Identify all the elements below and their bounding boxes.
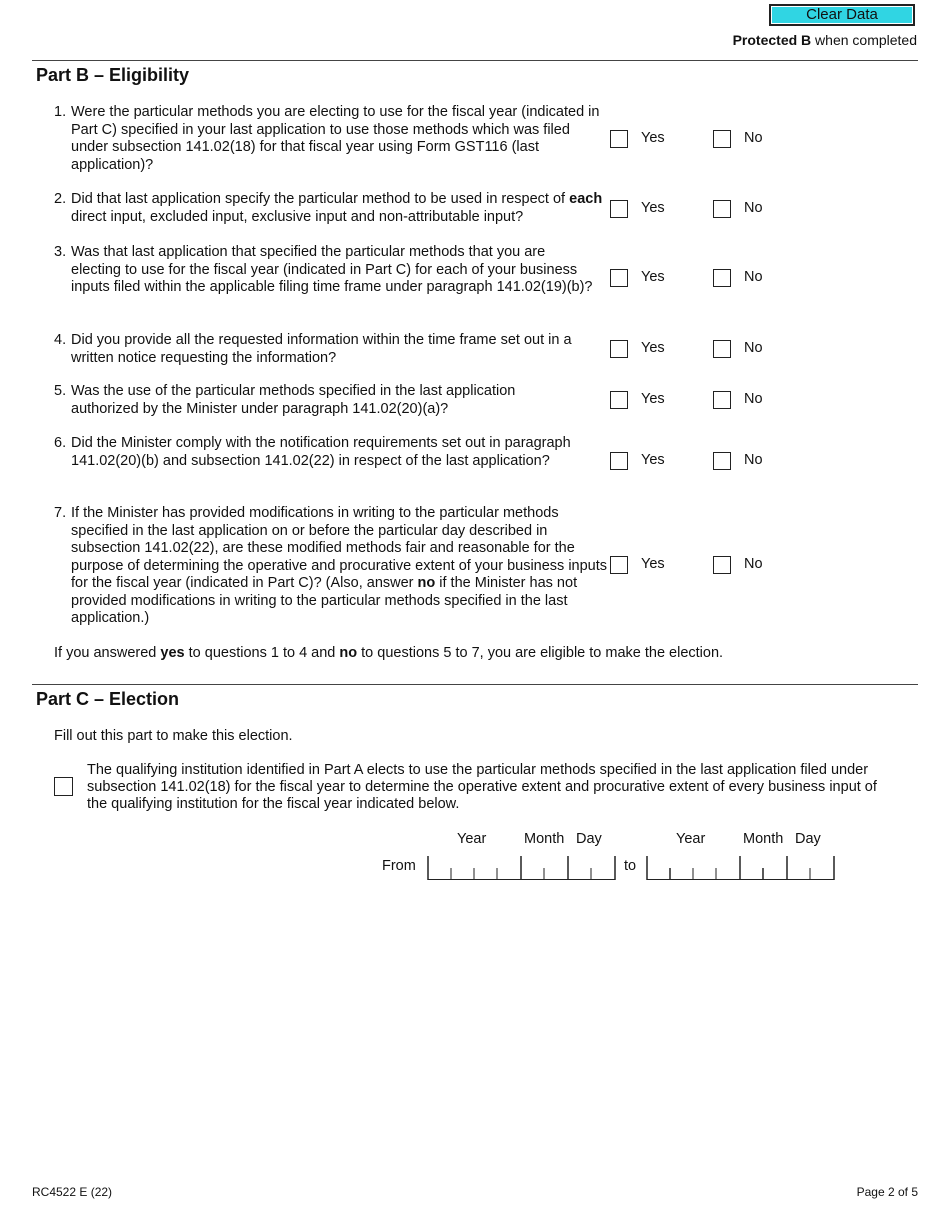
question-4	[54, 332, 614, 367]
q2-no-checkbox[interactable]	[713, 200, 731, 218]
to-day-label: Day	[795, 831, 821, 847]
question-text: Did you provide all the requested information within the time frame set out in a written notice requesting the information?	[71, 332, 572, 366]
clear-data-button[interactable]: Clear Data	[769, 4, 915, 26]
question-text: Were the particular methods you are electing to use for the fiscal year (indicated in Part C) specified in your last application to use those methods which was filed under subsection 141.02(18) for that fiscal year using Form GST116 (last application)?	[71, 104, 600, 173]
q1-no-checkbox[interactable]	[713, 130, 731, 148]
q2-yes-label: Yes	[641, 200, 665, 216]
q3-no-checkbox[interactable]	[713, 269, 731, 287]
question-text	[71, 505, 610, 628]
part-b-title: Part B – Eligibility	[36, 65, 190, 85]
question-text: Did the Minister comply with the notification requirements set out in paragraph 141.02(20)(b) and subsection 141.02(22) in respect of the last application?	[71, 435, 571, 469]
summary-no: no	[339, 645, 358, 661]
divider-part-c	[32, 684, 918, 685]
question-number: 5.	[54, 383, 67, 399]
page-number: Page 2 of 5	[856, 1185, 918, 1199]
question-2	[54, 191, 614, 226]
question-3	[54, 244, 594, 297]
to-date-field[interactable]	[646, 856, 836, 880]
summary-yes: yes	[160, 645, 185, 661]
q1-yes-label: Yes	[641, 130, 665, 146]
to-year-label: Year	[676, 831, 706, 847]
eligibility-summary	[54, 645, 723, 661]
divider-top	[32, 60, 918, 61]
question-number: 4.	[54, 332, 67, 348]
question-text-bold: no	[417, 575, 436, 591]
q6-no-label: No	[744, 452, 763, 468]
q6-yes-label: Yes	[641, 452, 665, 468]
election-statement: The qualifying institution identified in Part A elects to use the particular methods specified in the last application filed under subsection 141.02(18) for the fiscal year to determine the operative extent and procurative extent of every business input of the qualifying institution for the fiscal year indicated below.	[87, 762, 877, 812]
to-month-label: Month	[743, 831, 784, 847]
question-6	[54, 435, 584, 470]
summary-pre: If you answered	[54, 645, 161, 661]
q3-yes-label: Yes	[641, 269, 665, 285]
q5-no-checkbox[interactable]	[713, 391, 731, 409]
form-code: RC4522 E (22)	[32, 1185, 113, 1199]
protected-label: Protected B	[732, 32, 812, 48]
part-c-title: Part C – Election	[36, 689, 180, 709]
question-text: Was the use of the particular methods specified in the last application authorized by the Minister under paragraph 141.02(20)(a)?	[71, 383, 516, 417]
from-date-field[interactable]	[427, 856, 617, 880]
question-number: 1.	[54, 104, 67, 120]
from-label: From	[382, 858, 416, 874]
part-c-intro: Fill out this part to make this election.	[54, 728, 293, 744]
summary-post: to questions 5 to 7, you are eligible to make the election.	[357, 645, 724, 661]
election-checkbox[interactable]	[54, 777, 73, 796]
q2-no-label: No	[744, 200, 763, 216]
question-text-post: direct input, excluded input, exclusive input and non-attributable input?	[71, 208, 524, 225]
q7-no-checkbox[interactable]	[713, 556, 731, 574]
summary-mid: to questions 1 to 4 and	[184, 645, 340, 661]
q5-yes-checkbox[interactable]	[610, 391, 628, 409]
q5-yes-label: Yes	[641, 391, 665, 407]
q7-yes-checkbox[interactable]	[610, 556, 628, 574]
q1-yes-checkbox[interactable]	[610, 130, 628, 148]
q6-no-checkbox[interactable]	[713, 452, 731, 470]
question-number: 6.	[54, 435, 67, 451]
q4-yes-label: Yes	[641, 340, 665, 356]
question-number: 3.	[54, 244, 67, 260]
question-5	[54, 383, 574, 418]
from-year-label: Year	[457, 831, 487, 847]
q6-yes-checkbox[interactable]	[610, 452, 628, 470]
protected-suffix: when completed	[811, 32, 917, 48]
protected-notice	[733, 32, 917, 48]
q7-no-label: No	[744, 556, 763, 572]
q2-yes-checkbox[interactable]	[610, 200, 628, 218]
from-month-label: Month	[524, 831, 565, 847]
question-number: 2.	[54, 191, 67, 207]
question-1	[54, 104, 609, 174]
q7-yes-label: Yes	[641, 556, 665, 572]
question-text-pre: Did that last application specify the particular method to be used in respect of	[71, 191, 570, 207]
q4-yes-checkbox[interactable]	[610, 340, 628, 358]
to-label: to	[624, 858, 637, 874]
question-text	[71, 191, 614, 226]
q4-no-checkbox[interactable]	[713, 340, 731, 358]
question-text: Was that last application that specified the particular methods that you are electing to use for the fiscal year (indicated in Part C) for each of your business inputs filed within the applicable filing time frame under paragraph 141.02(19)(b)?	[71, 244, 593, 295]
question-number: 7.	[54, 505, 67, 521]
q3-yes-checkbox[interactable]	[610, 269, 628, 287]
question-text-pre: If the Minister has provided modifications in writing to the particular methods specified in the last application on or before the particular day described in subsection 141.02(22), are these modified methods fair and reasonable for the purpose of determining the operative and procurative extent of your business inputs for the fiscal year (indicated in Part C)? (Also, answer	[71, 505, 608, 591]
q3-no-label: No	[744, 269, 763, 285]
q1-no-label: No	[744, 130, 763, 146]
question-text-bold: each	[569, 191, 603, 207]
q5-no-label: No	[744, 391, 763, 407]
question-text-post: if the Minister has not provided modifications in writing to the particular methods specified in the last application.)	[71, 575, 578, 626]
question-7	[54, 505, 610, 628]
from-day-label: Day	[576, 831, 602, 847]
q4-no-label: No	[744, 340, 763, 356]
